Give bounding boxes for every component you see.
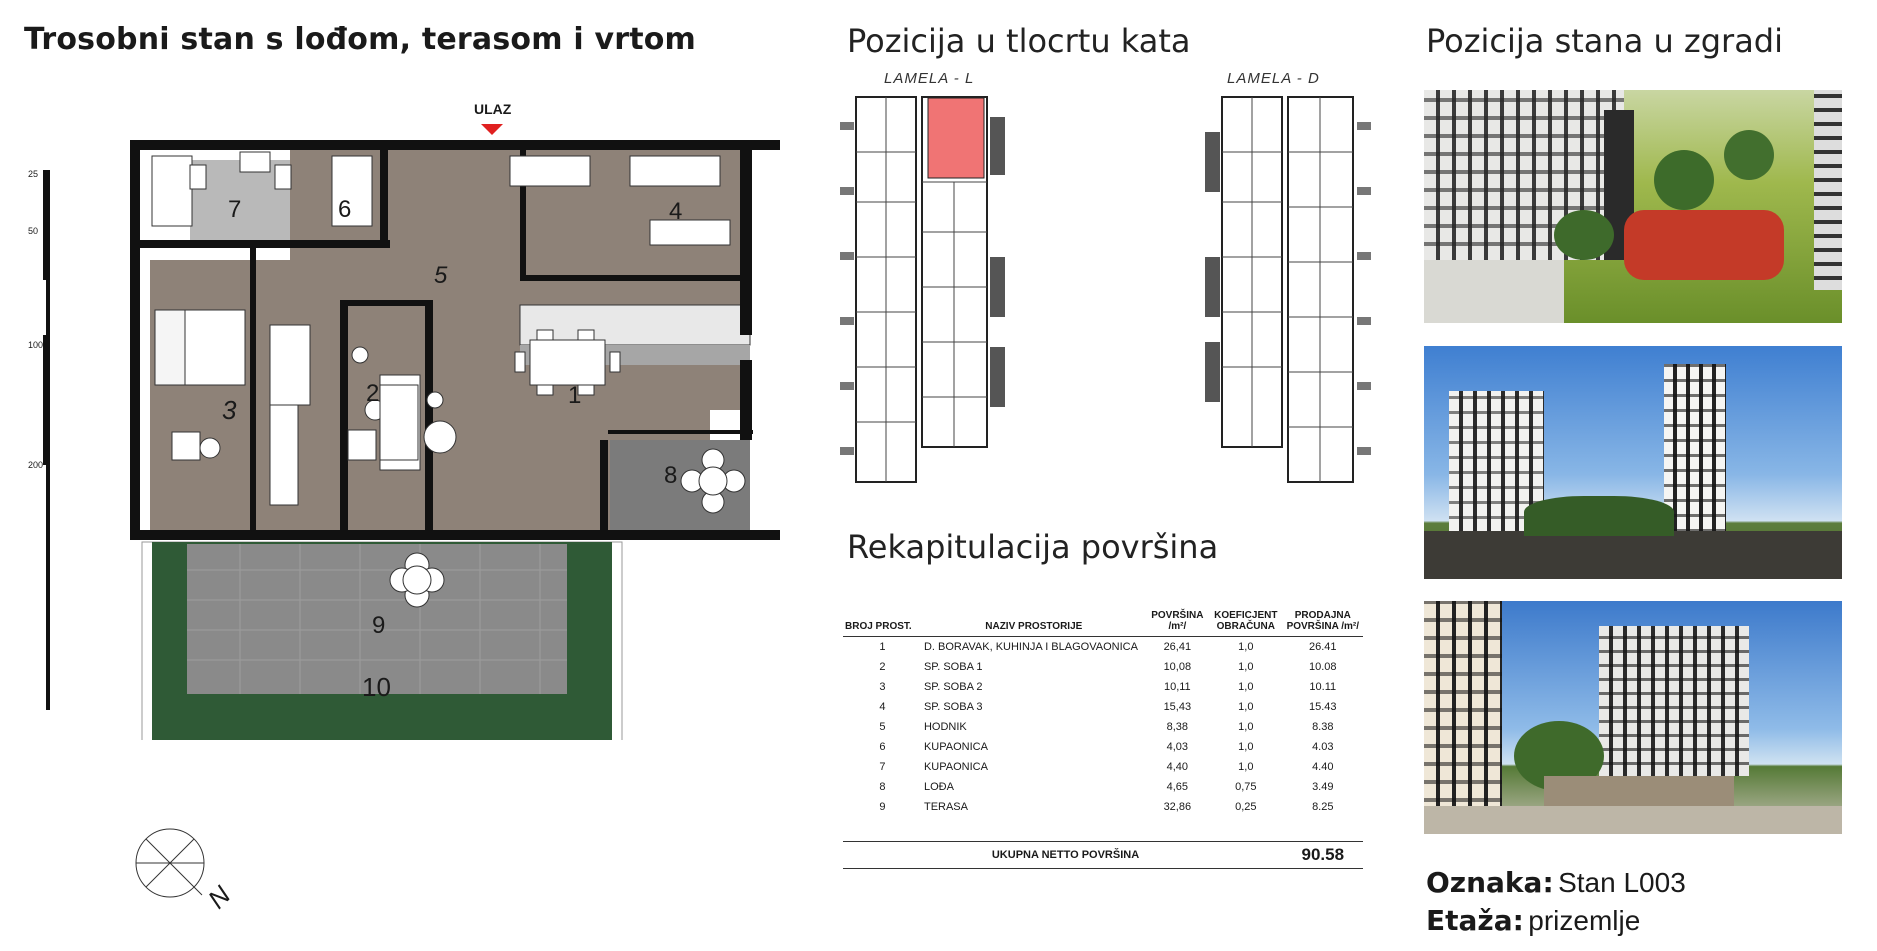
cell-name: TERASA <box>923 801 968 813</box>
table-row <box>843 737 1363 757</box>
apartment-code <box>1426 866 1686 899</box>
room-number: 7 <box>228 196 242 223</box>
cell-area: 4,65 <box>1166 781 1189 793</box>
room-number: 2 <box>366 380 380 407</box>
cell-sale: 4.40 <box>1312 761 1334 773</box>
cell-no: 4 <box>879 701 886 713</box>
table-row <box>843 717 1363 737</box>
room-number: 1 <box>568 382 582 409</box>
highlighted-apartment <box>928 98 984 178</box>
cell-no: 3 <box>879 681 886 693</box>
entrance-arrow-icon <box>481 124 503 135</box>
cell-coef: 1,0 <box>1238 721 1254 733</box>
total-value: 90.58 <box>1301 845 1345 864</box>
cell-sale: 26.41 <box>1309 641 1337 653</box>
cell-no: 8 <box>879 781 886 793</box>
cell-sale: 4.03 <box>1312 741 1334 753</box>
cell-sale: 3.49 <box>1312 781 1334 793</box>
room-number: 8 <box>664 462 678 489</box>
scale-tick-label: 50 <box>28 226 39 236</box>
scale-bar <box>28 165 58 715</box>
room-number: 10 <box>362 672 391 702</box>
etaza-label: Etaža: <box>1426 904 1524 937</box>
cell-sale: 8.38 <box>1312 721 1334 733</box>
scale-tick-label: 200 <box>28 460 44 470</box>
room-number: 3 <box>222 395 237 425</box>
scale-tick-label: 25 <box>28 169 39 179</box>
building-position-title: Pozicija stana u zgradi <box>1426 22 1783 60</box>
cell-no: 7 <box>879 761 886 773</box>
cell-no: 5 <box>879 721 886 733</box>
lamela-right-label: LAMELA - D <box>1227 70 1320 87</box>
floor-position-title: Pozicija u tlocrtu kata <box>847 22 1191 60</box>
cell-name: HODNIK <box>923 721 967 733</box>
page-title: Trosobni stan s lođom, terasom i vrtom <box>24 22 697 57</box>
kitchen-counter <box>520 305 750 345</box>
cell-coef: 0,25 <box>1235 801 1257 813</box>
apartment-floor <box>1426 904 1640 937</box>
entrance-label: ULAZ <box>474 101 512 117</box>
col-header: BROJ PROST. <box>843 610 922 637</box>
cell-sale: 15.43 <box>1309 701 1337 713</box>
oznaka-value: Stan L003 <box>1558 867 1686 898</box>
cell-coef: 1,0 <box>1238 741 1254 753</box>
oznaka-label: Oznaka: <box>1426 866 1554 899</box>
cell-no: 6 <box>879 741 886 753</box>
cell-area: 15,43 <box>1163 701 1192 713</box>
table-row <box>843 697 1363 717</box>
cell-area: 10,11 <box>1163 681 1191 693</box>
total-label: UKUPNA NETTO POVRŠINA <box>991 849 1140 861</box>
col-header: PRODAJNA POVRŠINA /m²/ <box>1283 610 1363 637</box>
col-header: KOEFICJENT OBRAČUNA <box>1209 610 1283 637</box>
scale-tick-label: 100 <box>28 340 44 350</box>
cell-area: 10,08 <box>1163 661 1192 673</box>
room-number: 4 <box>669 198 683 225</box>
cell-sale: 8.25 <box>1312 801 1334 813</box>
room-number: 9 <box>372 612 386 639</box>
cell-area: 26,41 <box>1163 641 1192 653</box>
lamela-left-plan <box>840 92 1015 492</box>
cell-no: 9 <box>879 801 886 813</box>
cell-area: 4,03 <box>1166 741 1189 753</box>
room-number: 5 <box>434 262 448 289</box>
table-row <box>843 757 1363 777</box>
table-row <box>843 677 1363 697</box>
cell-sale: 10.11 <box>1309 681 1337 693</box>
cell-name: KUPAONICA <box>923 761 988 773</box>
cell-area: 4,40 <box>1166 761 1189 773</box>
cell-coef: 0,75 <box>1235 781 1257 793</box>
cell-name: SP. SOBA 3 <box>923 701 983 713</box>
cell-name: SP. SOBA 1 <box>923 661 983 673</box>
lamela-left-label: LAMELA - L <box>884 70 975 87</box>
col-header: POVRŠINA /m²/ <box>1146 610 1209 637</box>
recap-title: Rekapitulacija površina <box>847 528 1219 566</box>
area-table <box>843 610 1363 869</box>
towers-render <box>1424 346 1842 579</box>
cell-name: LOĐA <box>923 781 954 793</box>
cell-coef: 1,0 <box>1238 661 1254 673</box>
compass-letter: N <box>201 879 237 915</box>
table-row <box>843 637 1363 658</box>
street-render <box>1424 601 1842 834</box>
cell-coef: 1,0 <box>1238 701 1254 713</box>
cell-name: SP. SOBA 2 <box>923 681 983 693</box>
cell-coef: 1,0 <box>1238 681 1254 693</box>
cell-coef: 1,0 <box>1238 761 1254 773</box>
etaza-value: prizemlje <box>1528 905 1641 936</box>
table-row <box>843 777 1363 797</box>
floor-plan <box>130 140 790 740</box>
cell-name: D. BORAVAK, KUHINJA I BLAGOVAONICA <box>923 641 1138 653</box>
cell-sale: 10.08 <box>1309 661 1337 673</box>
lamela-right-plan <box>1200 92 1375 492</box>
courtyard-render <box>1424 90 1842 323</box>
cell-area: 8,38 <box>1166 721 1189 733</box>
room-number: 6 <box>338 196 352 223</box>
cell-no: 2 <box>879 661 886 673</box>
col-header: NAZIV PROSTORIJE <box>922 610 1146 637</box>
cell-name: KUPAONICA <box>923 741 988 753</box>
cell-coef: 1,0 <box>1238 641 1254 653</box>
table-row <box>843 797 1363 817</box>
cell-no: 1 <box>879 641 886 653</box>
cell-area: 32,86 <box>1163 801 1192 813</box>
table-row <box>843 657 1363 677</box>
